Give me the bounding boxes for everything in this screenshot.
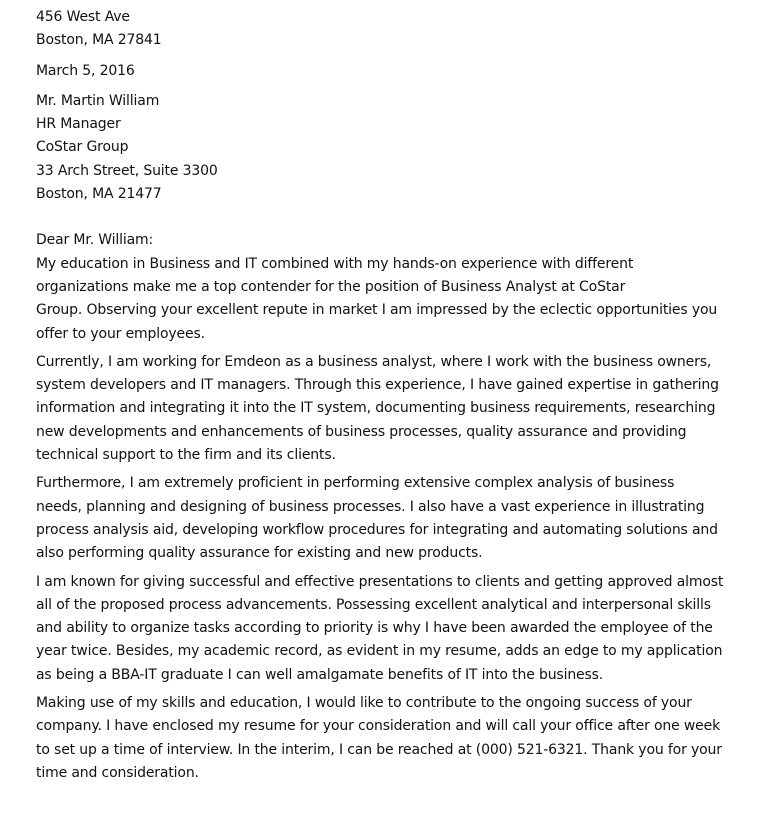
paragraph-line: I am known for giving successful and effective presentations to clients and getting approved almost xyxy=(36,573,724,590)
paragraph-2 xyxy=(36,351,736,467)
recipient-company: CoStar Group xyxy=(36,139,129,156)
paragraph-line: Currently, I am working for Emdeon as a business analyst, where I work with the business owners, xyxy=(36,353,712,370)
paragraph-line: company. I have enclosed my resume for your consideration and will call your office after one week xyxy=(36,718,721,735)
salutation xyxy=(36,229,736,252)
paragraph-line: and ability to organize tasks according to priority is why I have been awarded the employee of the xyxy=(36,620,713,637)
paragraph-line: to set up a time of interview. In the interim, I can be reached at (000) 521-6321. Thank you for your xyxy=(36,741,722,758)
paragraph-line: Furthermore, I am extremely proficient in performing extensive complex analysis of business xyxy=(36,475,675,492)
letter-date xyxy=(36,60,736,83)
paragraph-3 xyxy=(36,472,736,565)
paragraph-line: system developers and IT managers. Through this experience, I have gained expertise in gathering xyxy=(36,377,719,394)
paragraph-line: as being a BBA-IT graduate I can well amalgamate benefits of IT into the business. xyxy=(36,666,604,683)
paragraph-line: year twice. Besides, my academic record, as evident in my resume, adds an edge to my application xyxy=(36,643,723,660)
paragraph-line: time and consideration. xyxy=(36,764,199,781)
date-text: March 5, 2016 xyxy=(36,62,135,79)
paragraph-1 xyxy=(36,253,736,346)
paragraph-line: technical support to the firm and its clients. xyxy=(36,447,336,464)
sender-address xyxy=(36,6,736,53)
recipient-name: Mr. Martin William xyxy=(36,92,160,109)
salutation-text: Dear Mr. William: xyxy=(36,232,154,249)
paragraph-line: offer to your employees. xyxy=(36,325,205,342)
recipient-street: 33 Arch Street, Suite 3300 xyxy=(36,162,218,179)
paragraph-line: all of the proposed process advancements. Possessing excellent analytical and interpersonal skills xyxy=(36,596,711,613)
sender-street: 456 West Ave xyxy=(36,9,130,25)
paragraph-4 xyxy=(36,571,736,687)
paragraph-line: information and integrating it into the IT system, documenting business requirements, researching xyxy=(36,400,716,417)
paragraph-line: needs, planning and designing of business processes. I also have a vast experience in illustrating xyxy=(36,498,705,515)
paragraph-5 xyxy=(36,692,736,785)
paragraph-line: Group. Observing your excellent repute in market I am impressed by the eclectic opportunities you xyxy=(36,302,718,319)
recipient-title: HR Manager xyxy=(36,116,121,133)
paragraph-line: also performing quality assurance for existing and new products. xyxy=(36,545,483,562)
paragraph-line: organizations make me a top contender for the position of Business Analyst at CoStar xyxy=(36,278,626,295)
paragraph-line: My education in Business and IT combined with my hands-on experience with different xyxy=(36,255,634,272)
recipient-city-line: Boston, MA 21477 xyxy=(36,186,162,203)
paragraph-line: Making use of my skills and education, I would like to contribute to the ongoing success of your xyxy=(36,695,692,712)
paragraph-line: new developments and enhancements of business processes, quality assurance and providing xyxy=(36,423,687,440)
recipient-address xyxy=(36,90,736,206)
paragraph-line: process analysis aid, developing workflow procedures for integrating and automating solutions and xyxy=(36,521,718,538)
cover-letter xyxy=(36,6,736,790)
sender-city-line: Boston, MA 27841 xyxy=(36,32,162,49)
